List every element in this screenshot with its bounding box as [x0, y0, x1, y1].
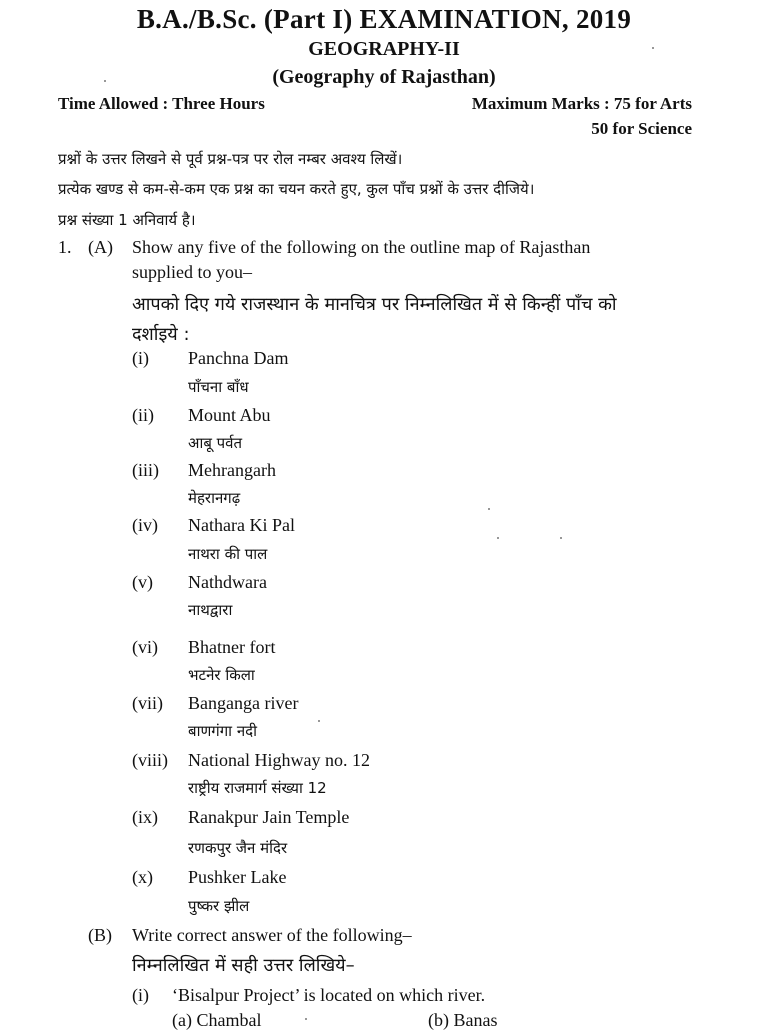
paper-title: (Geography of Rajasthan) [272, 66, 496, 88]
question-text-hindi: निम्नलिखित में सही उत्तर लिखिये– [132, 955, 355, 976]
item-english: Nathdwara [188, 572, 267, 592]
instruction-line: प्रत्येक खण्ड से कम-से-कम एक प्रश्न का चयन करते हुए, कुल पाँच प्रश्नों के उत्तर दीजिये। [58, 180, 535, 198]
option-a: (a) Chambal [172, 1010, 262, 1030]
question-number: 1. [58, 237, 72, 257]
scan-speck [104, 80, 106, 82]
instruction-line: प्रश्नों के उत्तर लिखने से पूर्व प्रश्न-पत्र पर रोल नम्बर अवश्य लिखें। [58, 150, 403, 168]
item-hindi: नाथरा की पाल [188, 545, 268, 563]
item-hindi: नाथद्वारा [188, 601, 233, 619]
question-text: Show any five of the following on the outline map of Rajasthan [132, 237, 591, 257]
item-hindi: पाँचना बाँध [188, 378, 249, 396]
item-english: National Highway no. 12 [188, 750, 370, 770]
time-allowed: Time Allowed : Three Hours [58, 94, 265, 113]
item-numeral: (i) [132, 348, 149, 368]
scan-speck [318, 720, 320, 722]
part-label: (B) [88, 925, 112, 945]
item-english: Banganga river [188, 693, 299, 713]
scan-speck [497, 537, 499, 539]
question-text-hindi: आपको दिए गये राजस्थान के मानचित्र पर निम्नलिखित में से किन्हीं पाँच को [132, 294, 617, 315]
question-text: supplied to you– [132, 262, 252, 282]
subject-title: GEOGRAPHY-II [308, 38, 460, 60]
item-hindi: आबू पर्वत [188, 434, 243, 452]
item-numeral: (iv) [132, 515, 158, 535]
option-b: (b) Banas [428, 1010, 498, 1030]
item-numeral: (x) [132, 867, 153, 887]
item-hindi: मेहरानगढ़ [188, 489, 241, 507]
scan-speck [488, 508, 490, 510]
item-english: Nathara Ki Pal [188, 515, 295, 535]
scan-speck [560, 537, 562, 539]
item-hindi: बाणगंगा नदी [188, 722, 258, 740]
item-english: Bhatner fort [188, 637, 276, 657]
item-english: Ranakpur Jain Temple [188, 807, 350, 827]
item-numeral: (vii) [132, 693, 163, 713]
subquestion-text: ‘Bisalpur Project’ is located on which river. [172, 985, 486, 1005]
max-marks-science: 50 for Science [591, 119, 692, 138]
item-numeral: (ix) [132, 807, 158, 827]
question-text-hindi: दर्शाइये : [132, 324, 190, 345]
item-english: Mount Abu [188, 405, 271, 425]
item-numeral: (viii) [132, 750, 168, 770]
item-hindi: रणकपुर जैन मंदिर [188, 839, 288, 857]
part-label: (A) [88, 237, 113, 257]
subquestion-numeral: (i) [132, 985, 149, 1005]
item-hindi: भटनेर किला [188, 666, 255, 684]
item-english: Pushker Lake [188, 867, 287, 887]
question-text: Write correct answer of the following– [132, 925, 412, 945]
item-numeral: (iii) [132, 460, 159, 480]
item-hindi: राष्ट्रीय राजमार्ग संख्या 12 [188, 779, 327, 797]
item-numeral: (v) [132, 572, 153, 592]
item-english: Mehrangarh [188, 460, 276, 480]
scan-speck [652, 47, 654, 49]
item-numeral: (ii) [132, 405, 154, 425]
scan-speck [305, 1018, 307, 1020]
item-english: Panchna Dam [188, 348, 289, 368]
exam-title: B.A./B.Sc. (Part I) EXAMINATION, 2019 [136, 4, 632, 34]
item-numeral: (vi) [132, 637, 158, 657]
instruction-line: प्रश्न संख्या 1 अनिवार्य है। [58, 211, 196, 229]
item-hindi: पुष्कर झील [188, 897, 250, 915]
max-marks-arts: Maximum Marks : 75 for Arts [471, 94, 692, 113]
